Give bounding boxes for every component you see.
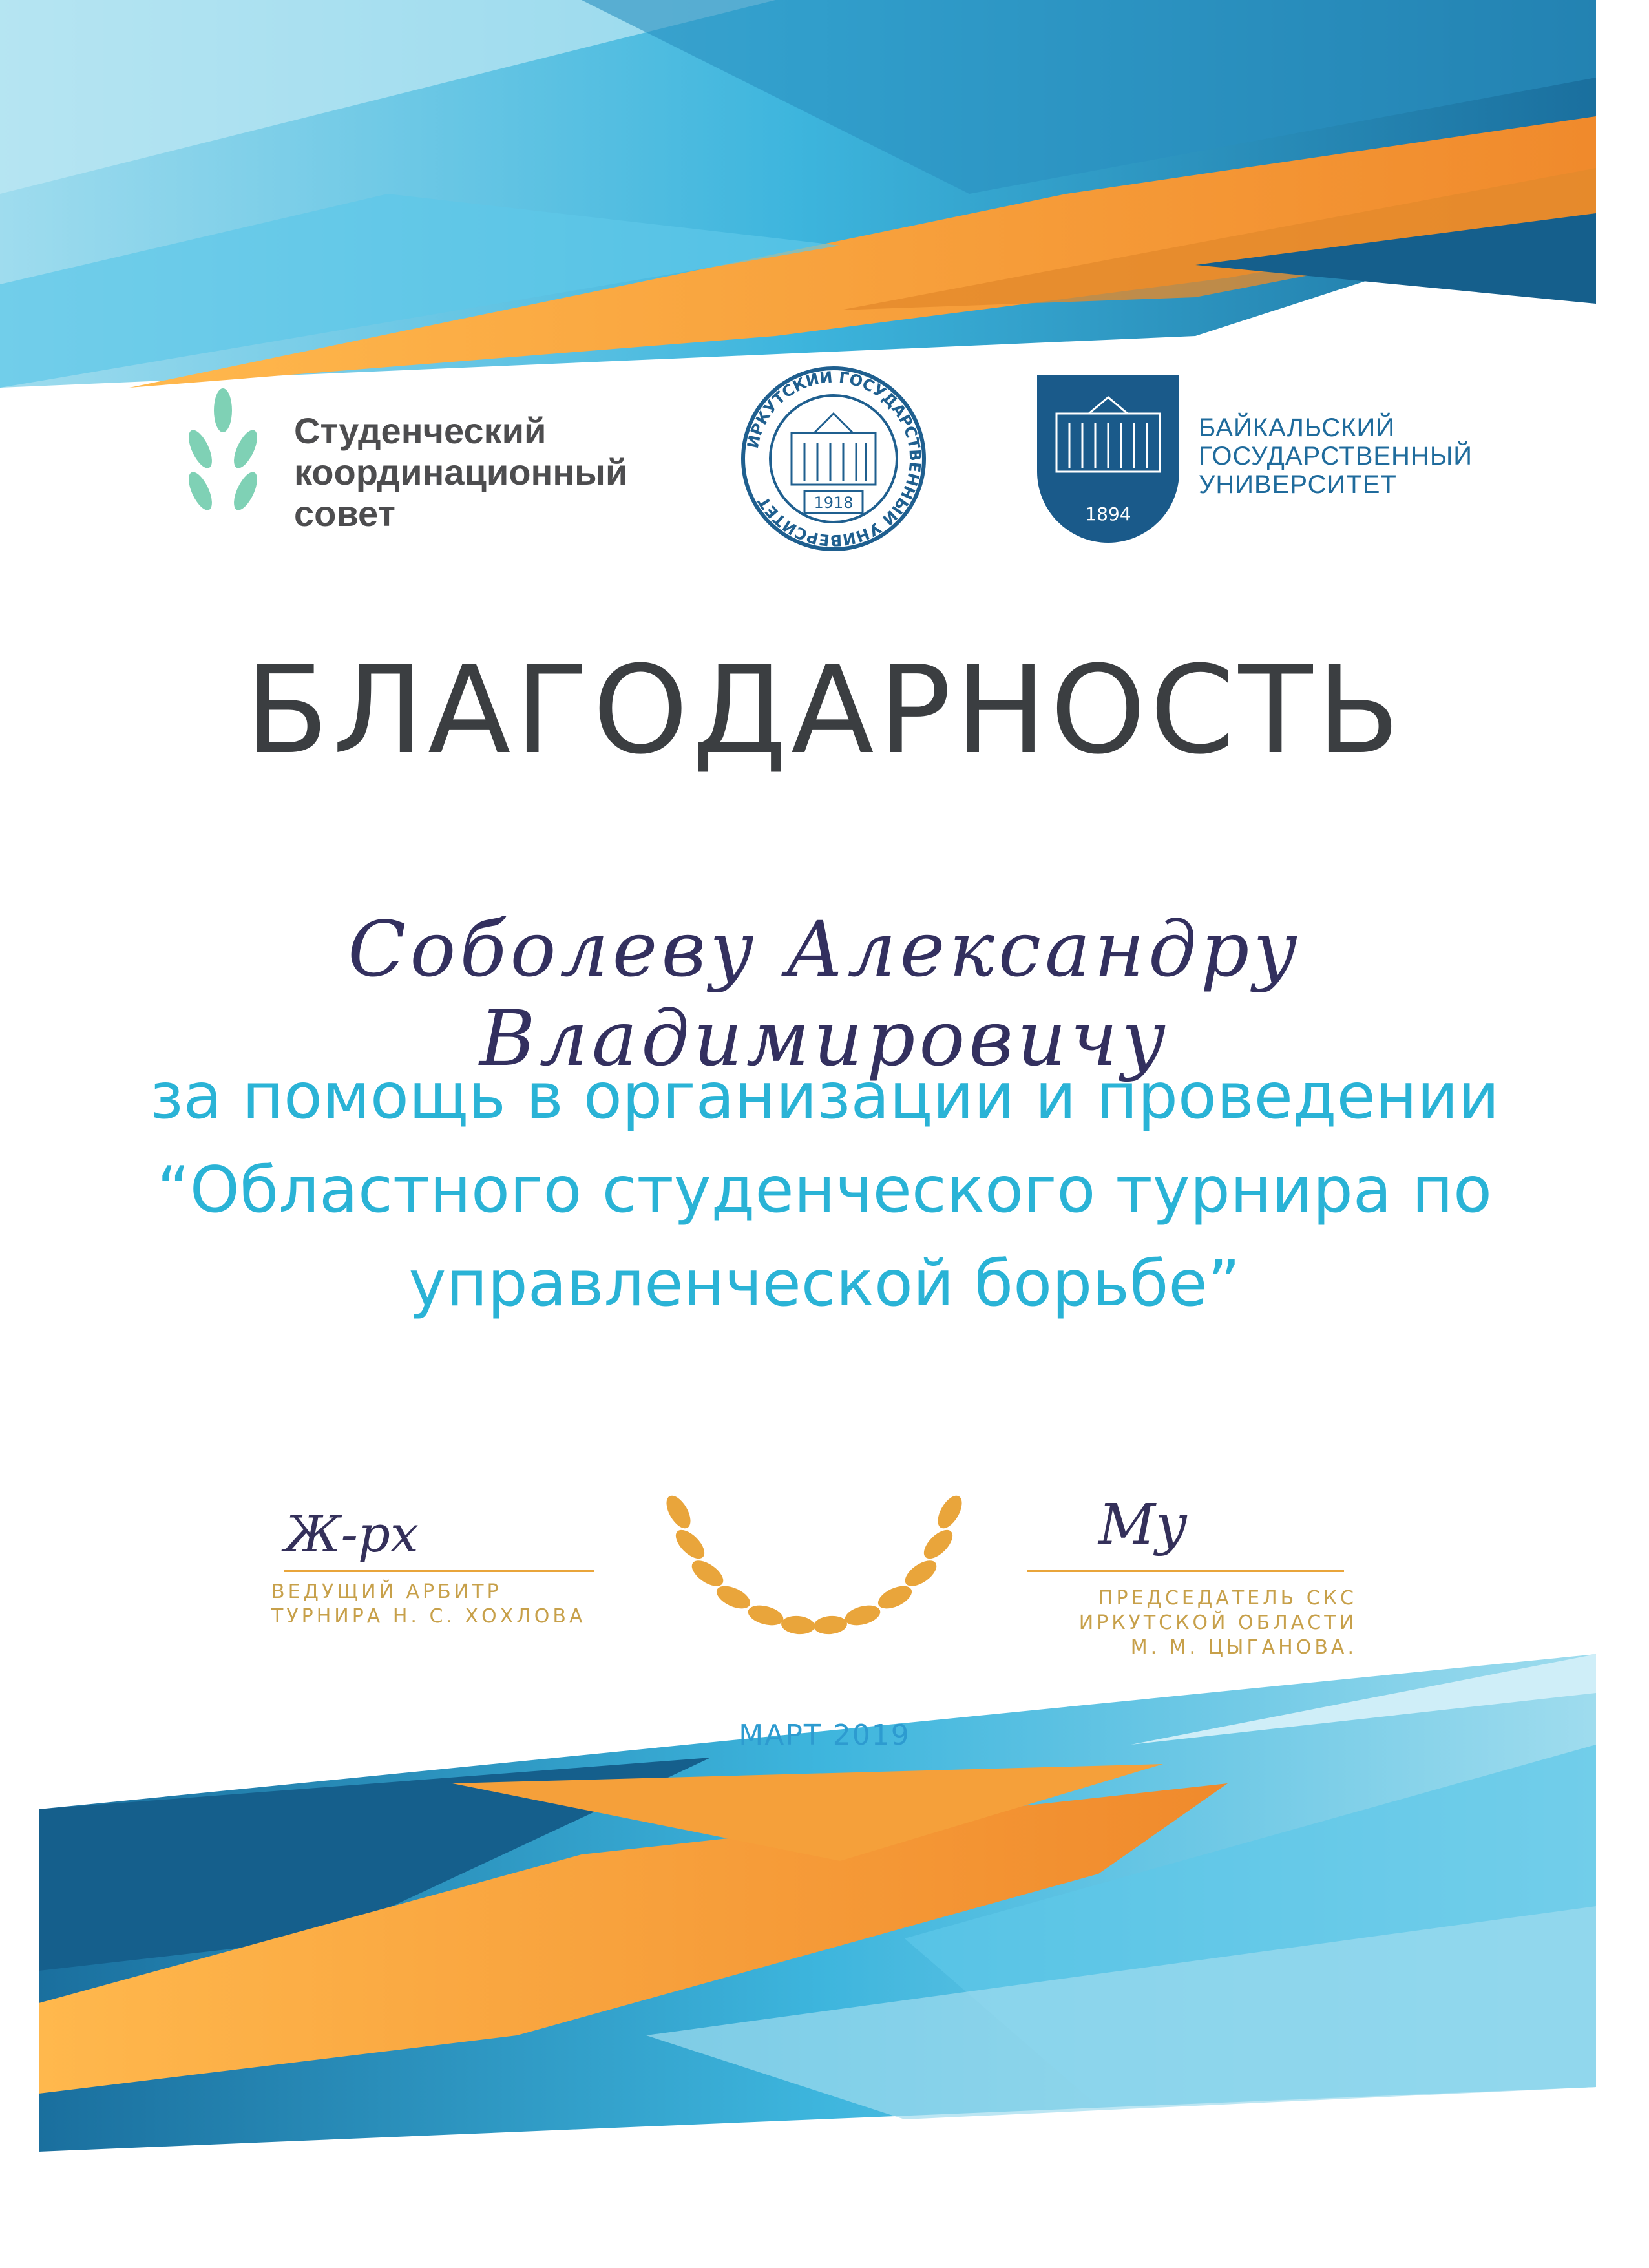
reason-line-2: “Областного студенческого турнира по — [156, 1153, 1493, 1227]
signature-left-handwritten: Ж-рх — [284, 1506, 419, 1564]
isu-year: 1918 — [814, 494, 854, 512]
sig-right-line1: ПРЕДСЕДАТЕЛЬ СКС — [1098, 1587, 1357, 1610]
bgu-year: 1894 — [1085, 503, 1131, 525]
certificate-date: МАРТ 2019 — [739, 1719, 910, 1752]
signature-left-line — [284, 1570, 594, 1572]
sig-right-line3: М. М. ЦЫГАНОВА. — [1130, 1636, 1357, 1659]
skc-line2: координационный — [294, 452, 628, 492]
skc-line1: Студенческий — [294, 410, 547, 451]
sig-right-line2: ИРКУТСКОЙ ОБЛАСТИ — [1078, 1612, 1357, 1634]
bgu-line3: УНИВЕРСИТЕТ — [1199, 470, 1397, 499]
bgu-line2: ГОСУДАРСТВЕННЫЙ — [1199, 442, 1473, 470]
recipient-name: Соболеву Александру Владимировичу — [348, 905, 1301, 1083]
signature-right-handwritten: Му — [1098, 1493, 1188, 1557]
skc-logo-text — [294, 410, 695, 534]
sig-left-line1: ВЕДУЩИЙ АРБИТР — [271, 1580, 502, 1603]
isu-ring-text: ИРКУТСКИЙ ГОСУДАРСТВЕННЫЙ УНИВЕРСИТЕТ — [743, 368, 925, 550]
signature-left-caption — [271, 1580, 607, 1629]
sig-left-line2: ТУРНИРА Н. С. ХОХЛОВА — [271, 1605, 586, 1628]
certificate-title: БЛАГОДАРНОСТЬ — [245, 640, 1404, 781]
bgu-logo-text — [1199, 414, 1535, 499]
signature-right-line — [1027, 1570, 1344, 1572]
skc-line3: совет — [294, 493, 395, 534]
reason-line-3: управленческой борьбе” — [408, 1247, 1241, 1321]
top-band — [0, 0, 1596, 388]
skc-leaf-logo-icon — [174, 388, 271, 523]
isu-emblem-icon — [737, 362, 930, 556]
reason-line-1: за помощь в организации и проведении — [149, 1060, 1500, 1133]
signature-right-caption — [1008, 1586, 1357, 1660]
bgu-line1: БАЙКАЛЬСКИЙ — [1199, 414, 1395, 442]
laurel-wreath-icon — [653, 1493, 976, 1648]
bgu-shield-icon — [1037, 375, 1179, 556]
